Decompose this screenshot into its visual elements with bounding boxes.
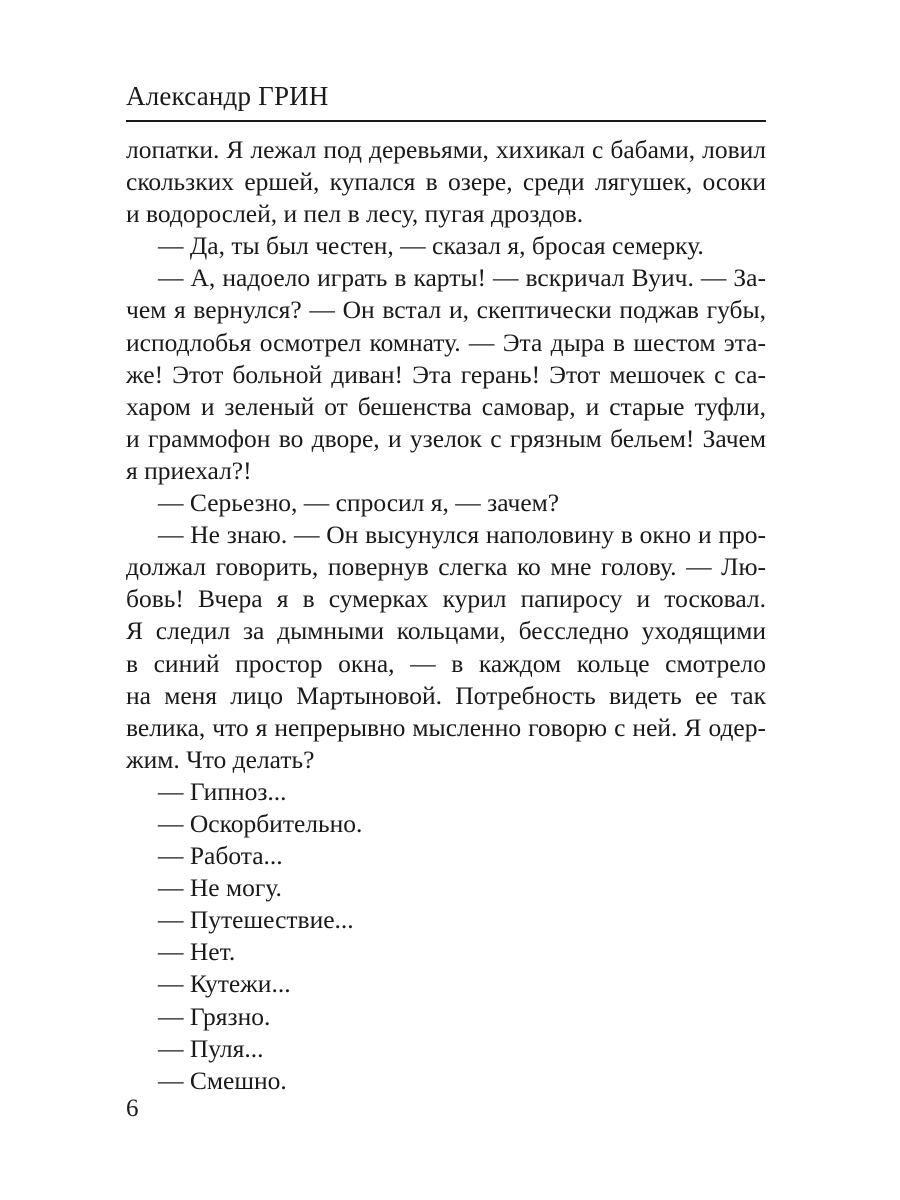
text-line: лопатки. Я лежал под деревьями, хихикал с бабами, ловил — [126, 135, 766, 164]
text-line: — Гипноз... — [158, 776, 287, 806]
text-line: — Не могу. — [158, 873, 282, 903]
text-line: — Смешно. — [158, 1065, 287, 1095]
text-line: Я следил за дымными кольцами, бесследно уходящими — [126, 616, 766, 646]
text-line: — Кутежи... — [158, 969, 291, 999]
text-line: должал говорить, повернув слегка ко мне голову. — Лю- — [126, 552, 766, 582]
text-line: жим. Что делать? — [126, 744, 315, 774]
header-rule — [126, 120, 766, 122]
page-number: 6 — [126, 1095, 139, 1122]
text-line: скользких ершей, купался в озере, среди лягушек, осоки — [126, 167, 766, 197]
running-head-title: Александр ГРИН — [126, 81, 329, 111]
text-line: — Серьезно, — спросил я, — зачем? — [158, 488, 560, 518]
text-line: чем я вернулся? — Он встал и, скептически поджав губы, — [126, 295, 766, 325]
text-line: — Не знаю. — Он высунулся наполовину в окно и про- — [158, 520, 766, 550]
text-line: и водорослей, и пел в лесу, пугая дроздов. — [126, 199, 584, 229]
text-line: — А, надоело играть в карты! — вскричал Вуич. — За- — [158, 263, 766, 293]
text-line: — Нет. — [158, 937, 236, 967]
text-line: — Работа... — [158, 841, 283, 871]
text-line: и граммофон во дворе, и узелок с грязным бельем! Зачем — [126, 423, 766, 453]
text-line: — Да, ты был честен, — сказал я, бросая семерку. — [158, 231, 704, 261]
text-line: — Путешествие... — [158, 905, 354, 935]
text-line: же! Этот больной диван! Эта герань! Этот мешочек с са- — [126, 359, 766, 389]
text-line: исподлобья осмотрел комнату. — Эта дыра в шестом эта- — [126, 327, 766, 357]
text-line: харом и зеленый от бешенства самовар, и старые туфли, — [126, 391, 766, 421]
text-line: на меня лицо Мартыновой. Потребность видеть ее так — [126, 680, 766, 710]
text-line: велика, что я непрерывно мысленно говорю с ней. Я одер- — [126, 712, 766, 742]
text-line: я приехал?! — [126, 455, 252, 485]
text-line: в синий простор окна, — в каждом кольце смотрело — [126, 648, 766, 678]
text-line: — Грязно. — [158, 1001, 271, 1031]
text-line: — Оскорбительно. — [158, 808, 363, 838]
text-line: — Пуля... — [158, 1033, 264, 1063]
body-text — [126, 134, 766, 1097]
text-line: бовь! Вчера я в сумерках курил папиросу и тосковал. — [126, 584, 766, 614]
